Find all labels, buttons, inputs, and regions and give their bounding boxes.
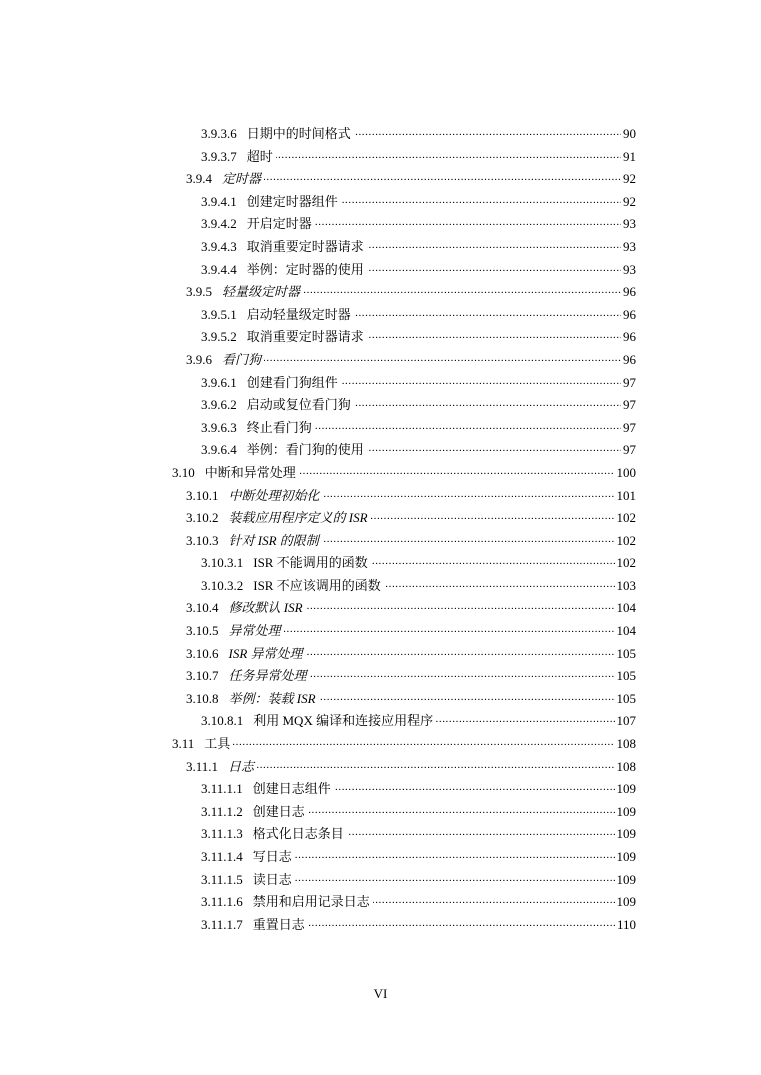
section-number: 3.9.5 (186, 284, 212, 300)
section-title: 日志 (228, 758, 255, 774)
section-number: 3.10.5 (186, 623, 219, 639)
section-title: 启动轻量级定时器 (246, 306, 351, 322)
section-title: 创建日志组件 (252, 781, 331, 797)
section-number: 3.9.4.1 (201, 193, 237, 209)
section-title: 终止看门狗 (246, 419, 312, 435)
section-number: 3.11.1.7 (201, 916, 243, 932)
section-title: 举例：看门狗的使用 (246, 442, 364, 458)
dot-leader (172, 730, 636, 753)
section-number: 3.9.3.7 (201, 148, 237, 164)
section-number: 3.10.6 (186, 645, 219, 661)
section-number: 3.11.1.4 (201, 849, 243, 864)
section-title: ISR 不应该调用的函数 (253, 577, 381, 593)
section-title: 重置日志 (252, 916, 305, 932)
section-number: 3.10.2 (186, 510, 219, 526)
page-ref: 93 (621, 213, 636, 236)
section-title: 修改默认 ISR (228, 600, 303, 616)
page-ref: 101 (615, 485, 637, 508)
section-title: 利用 MQX 编译和连接应用程序 (253, 713, 434, 729)
page-ref: 100 (615, 462, 637, 485)
page-ref: 92 (621, 168, 636, 191)
toc-entry-label (201, 914, 308, 937)
section-title: 写日志 (252, 849, 292, 864)
section-number: 3.10.8.1 (201, 713, 244, 729)
section-number: 3.10.7 (186, 668, 219, 684)
page-ref: 97 (621, 417, 636, 440)
page-ref: 109 (615, 891, 637, 914)
page-ref: 110 (615, 914, 636, 937)
section-number: 3.10.4 (186, 600, 219, 616)
section-number: 3.11.1.2 (201, 803, 243, 819)
section-title: 举例：定时器的使用 (246, 261, 364, 277)
page-ref: 92 (621, 191, 636, 214)
page-ref: 104 (615, 597, 637, 620)
section-number: 3.10 (172, 464, 195, 480)
page-ref: 96 (621, 304, 636, 327)
section-number: 3.9.6.3 (201, 419, 237, 435)
page-ref: 108 (615, 756, 637, 779)
section-number: 3.9.4.3 (201, 238, 237, 254)
section-title: 任务异常处理 (228, 668, 307, 684)
section-title: 格式化日志条目 (252, 826, 344, 842)
section-number: 3.11.1.1 (201, 781, 243, 797)
page-ref: 97 (621, 439, 636, 462)
page-ref: 102 (615, 507, 637, 530)
section-number: 3.10.3.2 (201, 577, 244, 593)
section-title: 创建日志 (252, 803, 305, 819)
page-ref: 103 (615, 575, 637, 598)
section-number: 3.10.3 (186, 532, 219, 548)
section-title: 禁用和启用记录日志 (252, 894, 370, 910)
section-title: 启动或复位看门狗 (246, 397, 351, 413)
page-ref: 96 (621, 349, 636, 372)
section-title: 超时 (246, 148, 273, 164)
section-title: 创建定时器组件 (246, 193, 338, 209)
page-ref: 96 (621, 326, 636, 349)
section-title: 中断处理初始化 (228, 487, 320, 503)
section-title: ISR 不能调用的函数 (253, 555, 368, 571)
toc-entry-box (201, 914, 636, 937)
page-ref: 93 (621, 236, 636, 259)
page-ref: 97 (621, 394, 636, 417)
section-number: 3.11.1.5 (201, 871, 243, 887)
page-number: VI (373, 986, 388, 1001)
section-number: 3.9.6.2 (201, 397, 237, 413)
section-number: 3.11.1 (186, 758, 219, 774)
section-title: 异常处理 (228, 623, 281, 639)
page-ref: 93 (621, 259, 636, 282)
section-title: 开启定时器 (246, 216, 312, 232)
page-ref: 109 (615, 869, 637, 892)
section-title: 日期中的时间格式 (246, 126, 351, 141)
section-title: 读日志 (252, 871, 292, 887)
section-title: 轻量级定时器 (222, 284, 301, 300)
section-title: 举例：装载 ISR (228, 690, 316, 706)
toc-entry[interactable] (0, 914, 761, 937)
section-number: 3.9.6.1 (201, 374, 237, 390)
section-number: 3.11 (172, 736, 195, 752)
table-of-contents (0, 123, 761, 936)
section-number: 3.9.5.2 (201, 329, 237, 345)
page-ref: 109 (615, 823, 637, 846)
section-title: 创建看门狗组件 (246, 374, 338, 390)
section-number: 3.11.1.6 (201, 894, 243, 910)
page-ref: 104 (615, 620, 637, 643)
section-title: 定时器 (222, 171, 262, 187)
page-ref: 105 (615, 665, 637, 688)
section-number: 3.9.3.6 (201, 126, 237, 141)
section-title: 装载应用程序定义的 ISR (228, 510, 368, 526)
section-number: 3.9.4.2 (201, 216, 237, 232)
section-number: 3.9.6 (186, 351, 212, 367)
section-number: 3.10.3.1 (201, 555, 244, 571)
page-ref: 102 (615, 530, 637, 553)
page-ref: 109 (615, 846, 637, 869)
page-ref: 105 (615, 688, 637, 711)
page-ref: 96 (621, 281, 636, 304)
section-title: 取消重要定时器请求 (246, 238, 364, 254)
section-number: 3.9.5.1 (201, 306, 237, 322)
section-number: 3.10.8 (186, 690, 219, 706)
page-ref: 108 (615, 733, 637, 756)
section-title: 针对 ISR 的限制 (228, 532, 319, 548)
section-number: 3.9.4.4 (201, 261, 237, 277)
section-number: 3.10.1 (186, 487, 219, 503)
page-ref: 109 (615, 801, 637, 824)
page-ref: 109 (615, 778, 637, 801)
section-title: 取消重要定时器请求 (246, 329, 364, 345)
section-number: 3.11.1.3 (201, 826, 243, 842)
page-ref: 97 (621, 372, 636, 395)
page-ref: 102 (615, 552, 637, 575)
section-number: 3.9.6.4 (201, 442, 237, 458)
section-number: 3.9.4 (186, 171, 212, 187)
section-title: 看门狗 (222, 351, 262, 367)
page-ref: 91 (621, 146, 636, 169)
section-title: 工具 (204, 736, 231, 752)
section-title: ISR 异常处理 (228, 645, 303, 661)
page-ref: 90 (621, 123, 636, 146)
section-title: 中断和异常处理 (204, 464, 296, 480)
page-ref: 105 (615, 643, 637, 666)
page-ref: 107 (615, 710, 637, 733)
